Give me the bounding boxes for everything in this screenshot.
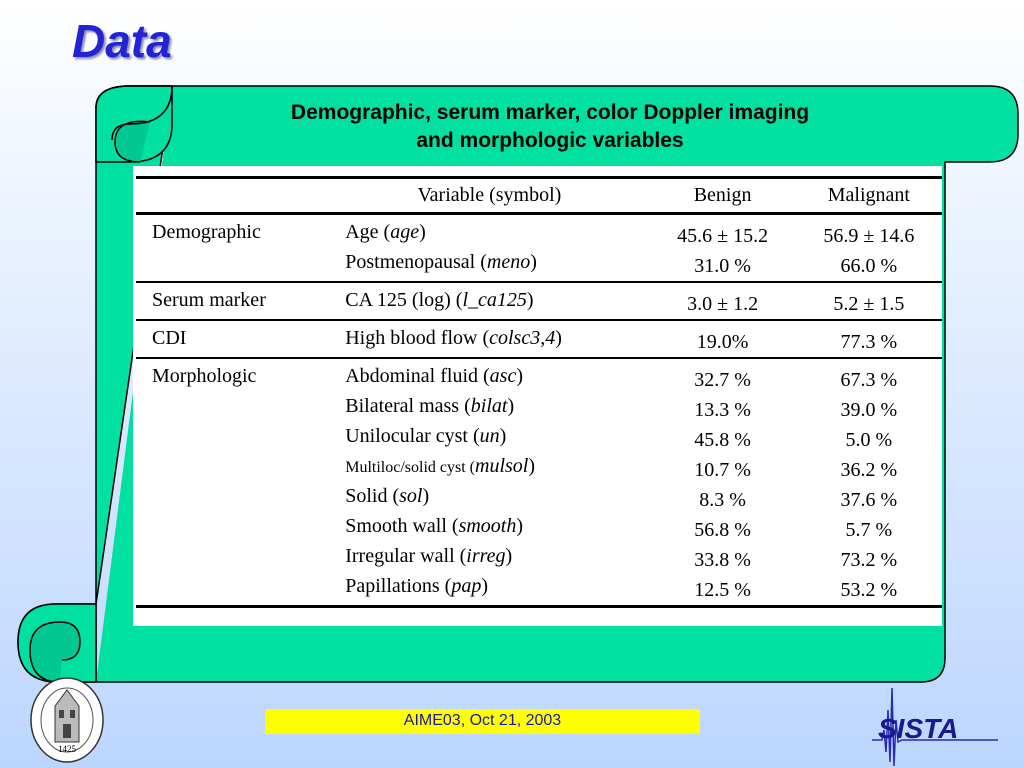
benign-value: 45.6 ± 15.2	[677, 225, 769, 247]
variable-label: CA 125 (log) (l_ca125)	[345, 289, 534, 311]
sista-logo	[870, 680, 1000, 768]
benign-value: 33.8 %	[694, 549, 751, 571]
benign-value: 3.0 ± 1.2	[687, 293, 759, 315]
variable-label: Irregular wall (irreg)	[345, 545, 513, 567]
variable-label: Age (age)	[345, 221, 426, 243]
category-label: Demographic	[152, 221, 261, 243]
header-benign: Benign	[650, 178, 796, 214]
benign-value: 31.0 %	[694, 255, 751, 277]
footer-banner: AIME03, Oct 21, 2003	[265, 709, 700, 734]
scroll-header-line-2: and morphologic variables	[416, 129, 684, 152]
university-seal-logo	[28, 676, 106, 764]
malignant-value: 67.3 %	[840, 369, 898, 391]
benign-value: 12.5 %	[694, 579, 751, 601]
variable-label: Papillations (pap)	[345, 575, 489, 597]
table-group-morphologic	[136, 358, 942, 607]
variable-label: Smooth wall (smooth)	[345, 515, 524, 537]
benign-value: 19.0%	[696, 331, 749, 353]
malignant-value: 53.2 %	[840, 579, 898, 601]
category-label: Serum marker	[152, 289, 266, 311]
benign-value: 32.7 %	[694, 369, 751, 391]
header-category	[136, 178, 329, 214]
header-malignant: Malignant	[796, 178, 942, 214]
category-label: Morphologic	[152, 365, 257, 387]
malignant-value: 56.9 ± 14.6	[823, 225, 915, 247]
variable-label: Postmenopausal (meno)	[345, 251, 537, 273]
variable-label: High blood flow (colsc3,4)	[345, 327, 562, 349]
benign-value: 8.3 %	[699, 489, 746, 511]
slide-title: Data	[72, 15, 172, 67]
table-panel	[133, 166, 942, 626]
benign-value: 10.7 %	[694, 459, 751, 481]
malignant-value: 77.3 %	[840, 331, 898, 353]
data-table	[136, 176, 942, 608]
malignant-value: 73.2 %	[840, 549, 898, 571]
scroll-header-line-1: Demographic, serum marker, color Doppler imaging	[290, 101, 810, 124]
sista-logo-text: SISTA	[878, 713, 959, 744]
variable-label: Abdominal fluid (asc)	[345, 365, 524, 387]
variable-label: Unilocular cyst (un)	[345, 425, 507, 447]
malignant-value: 36.2 %	[840, 459, 898, 481]
variable-label: Solid (sol)	[345, 485, 430, 507]
table-group-demographic	[136, 214, 942, 283]
malignant-value: 37.6 %	[840, 489, 898, 511]
header-variable: Variable (symbol)	[329, 178, 649, 214]
malignant-value: 39.0 %	[840, 399, 898, 421]
benign-value: 45.8 %	[694, 429, 751, 451]
malignant-value: 66.0 %	[840, 255, 898, 277]
table-header-row	[136, 178, 942, 214]
category-label: CDI	[152, 327, 187, 349]
variable-label: Bilateral mass (bilat)	[345, 395, 515, 417]
seal-year: 1425	[58, 744, 76, 754]
malignant-value: 5.7 %	[845, 519, 893, 541]
benign-value: 13.3 %	[694, 399, 751, 421]
scroll-header	[190, 99, 910, 155]
table-group-cdi	[136, 320, 942, 358]
malignant-value: 5.2 ± 1.5	[833, 293, 905, 315]
table-group-serum-marker	[136, 282, 942, 320]
variable-label: Multiloc/solid cyst (mulsol)	[345, 455, 536, 477]
benign-value: 56.8 %	[694, 519, 751, 541]
malignant-value: 5.0 %	[845, 429, 893, 451]
